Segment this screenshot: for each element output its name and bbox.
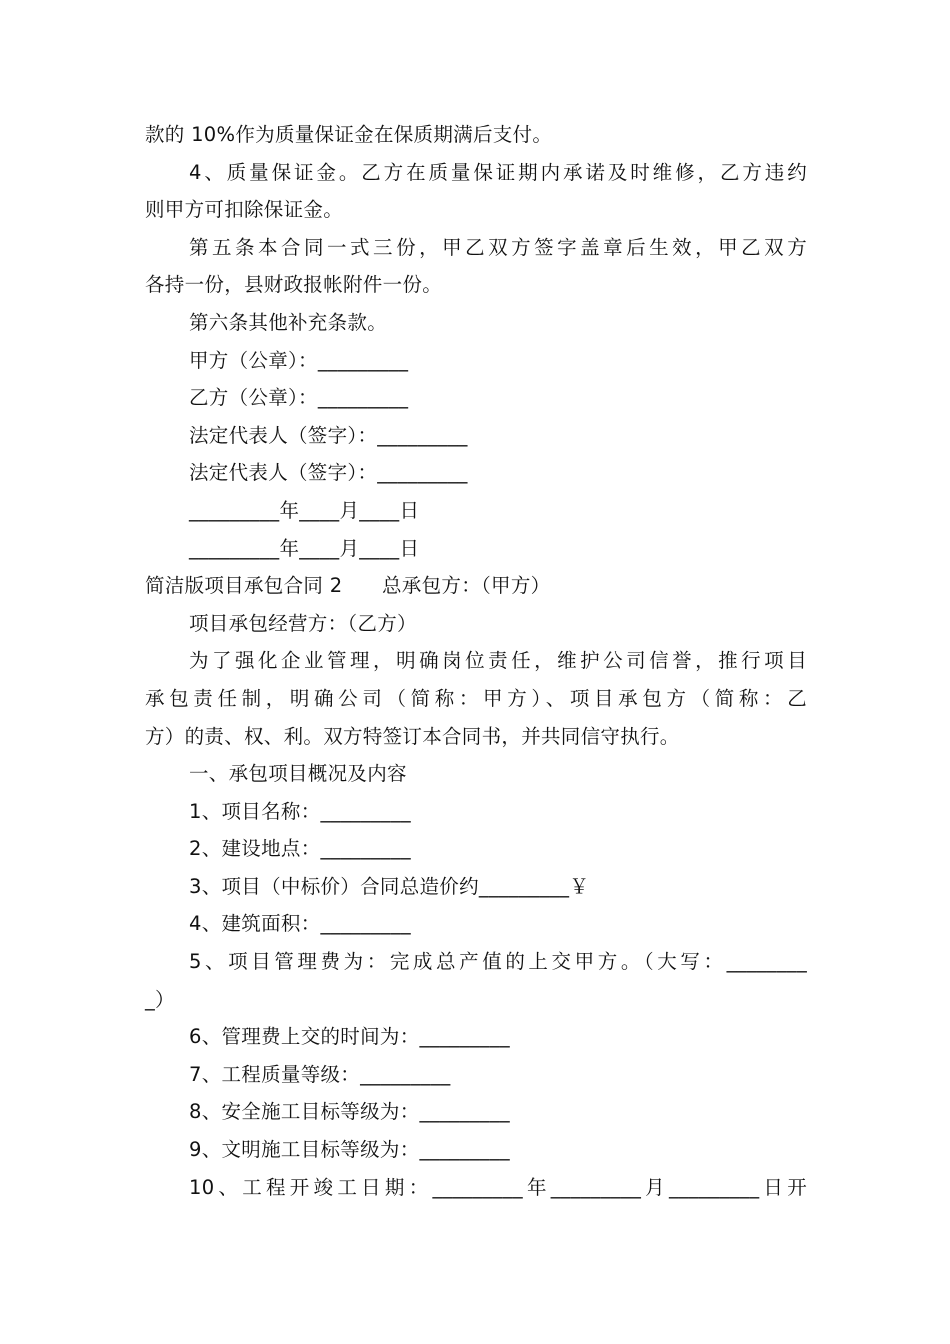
text-line-11: _________年____月____日 [189, 498, 420, 522]
text-line-16: 承包责任制，明确公司（简称：甲方）、项目承包方（简称：乙 [145, 686, 807, 710]
text-line-29: 10、工程开竣工日期：_________年_________月_________日开 [189, 1175, 807, 1199]
text-line-1: 款的 10%作为质量保证金在保质期满后支付。 [145, 123, 553, 146]
text-line-6: 第六条其他补充条款。 [189, 310, 388, 334]
text-line-18: 一、承包项目概况及内容 [189, 762, 407, 786]
document-body [145, 116, 807, 1206]
text-line-23: 5、项目管理费为：完成总产值的上交甲方。（大写：________ [189, 950, 807, 974]
text-line-19: 1、项目名称：_________ [189, 799, 411, 823]
text-line-25: 6、管理费上交的时间为：_________ [189, 1025, 510, 1049]
text-line-4: 第五条本合同一式三份，甲乙双方签字盖章后生效，甲乙双方 [189, 235, 807, 259]
text-line-8: 乙方（公章）：_________ [189, 386, 409, 410]
text-line-26: 7、工程质量等级：_________ [189, 1062, 451, 1086]
text-line-28: 9、文明施工目标等级为：_________ [189, 1138, 510, 1162]
text-line-15: 为了强化企业管理，明确岗位责任，维护公司信誉，推行项目 [189, 649, 807, 673]
text-line-20: 2、建设地点：_________ [189, 837, 411, 861]
text-line-21: 3、项目（中标价）合同总造价约_________￥ [189, 874, 590, 898]
text-line-13: 简洁版项目承包合同 2 总承包方：（甲方） [145, 574, 551, 598]
text-line-7: 甲方（公章）：_________ [189, 348, 409, 372]
text-line-27: 8、安全施工目标等级为：_________ [189, 1100, 510, 1124]
text-line-5: 各持一份，县财政报帐附件一份。 [145, 273, 443, 297]
text-line-12: _________年____月____日 [189, 536, 420, 560]
text-line-14: 项目承包经营方：（乙方） [189, 611, 417, 635]
text-line-2: 4、质量保证金。乙方在质量保证期内承诺及时维修，乙方违约 [189, 160, 807, 184]
text-line-3: 则甲方可扣除保证金。 [145, 198, 344, 222]
text-line-22: 4、建筑面积：_________ [189, 912, 411, 936]
text-line-10: 法定代表人（签字）：_________ [189, 461, 468, 485]
text-line-24: _） [145, 987, 175, 1011]
text-line-9: 法定代表人（签字）：_________ [189, 423, 468, 447]
text-line-17: 方）的责、权、利。双方特签订本合同书，并共同信守执行。 [145, 724, 680, 748]
